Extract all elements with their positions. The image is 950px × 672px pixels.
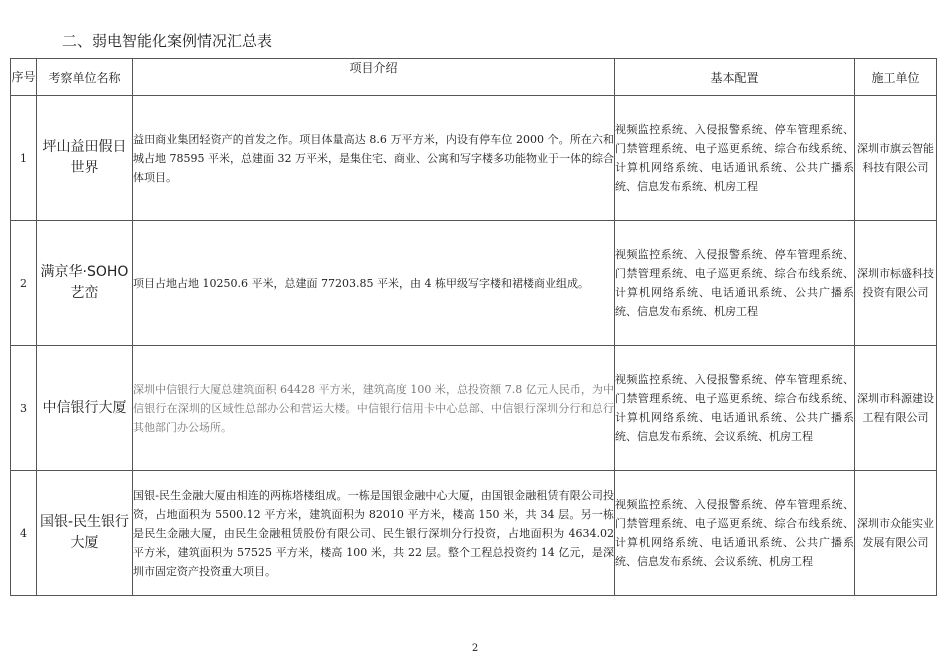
- row-unit-name: 坪山益田假日世界: [37, 96, 133, 221]
- row-seq: 4: [11, 471, 37, 596]
- row-contractor: 深圳市科源建设工程有限公司: [855, 346, 937, 471]
- table-row: [11, 221, 937, 346]
- row-seq: 2: [11, 221, 37, 346]
- table-header-row: [11, 59, 937, 96]
- row-seq: 3: [11, 346, 37, 471]
- row-contractor: 深圳市标盛科技投资有限公司: [855, 221, 937, 346]
- case-summary-table: [10, 58, 937, 596]
- header-intro: 项目介绍: [133, 59, 615, 96]
- row-seq: 1: [11, 96, 37, 221]
- row-contractor: 深圳市众能实业发展有限公司: [855, 471, 937, 596]
- row-unit-name: 中信银行大厦: [37, 346, 133, 471]
- header-contractor: 施工单位: [855, 59, 937, 96]
- row-unit-name: 国银-民生银行大厦: [37, 471, 133, 596]
- page-number: 2: [471, 643, 479, 654]
- table-row: [11, 346, 937, 471]
- table-row: [11, 471, 937, 596]
- row-basic-config: 视频监控系统、入侵报警系统、停车管理系统、门禁管理系统、电子巡更系统、综合布线系统、计算机网络系统、电话通讯系统、公共广播系统、信息发布系统、机房工程: [615, 96, 855, 221]
- header-config: 基本配置: [615, 59, 855, 96]
- row-contractor: 深圳市旗云智能科技有限公司: [855, 96, 937, 221]
- row-project-intro: 益田商业集团轻资产的首发之作。项目体量高达 8.6 万平方米，内设有停车位 2000 个。所在六和城占地 78595 平米，总建面 32 万平米，是集住宅、商业、公寓和写字楼多功能物业于一体的综合体项目。: [133, 96, 615, 221]
- row-project-intro: 国银-民生金融大厦由相连的两栋塔楼组成。一栋是国银金融中心大厦，由国银金融租赁有限公司投资，占地面积为 5500.12 平方米，建筑面积为 82010 平方米，楼高 150 米，共 34 层。另一栋是民生金融大厦，由民生金融租赁股份有限公司、民生银行深圳分行投资，占地面积为 4634.02 平方米，建筑面积为 57525 平方米，楼高 100 米，共 22 层。整个工程总投资约 14 亿元，是深圳市固定资产投资重大项目。: [133, 471, 615, 596]
- section-title: 二、弱电智能化案例情况汇总表: [62, 32, 273, 50]
- row-basic-config: 视频监控系统、入侵报警系统、停车管理系统、门禁管理系统、电子巡更系统、综合布线系统、计算机网络系统、电话通讯系统、公共广播系统、信息发布系统、会议系统、机房工程: [615, 346, 855, 471]
- header-seq: 序号: [11, 59, 37, 96]
- row-project-intro: 深圳中信银行大厦总建筑面积 64428 平方米，建筑高度 100 米，总投资额 7.8 亿元人民币，为中信银行在深圳的区域性总部办公和营运大楼。中信银行信用卡中心总部、中信银行深圳分行和总行其他部门办公场所。: [133, 346, 615, 471]
- row-unit-name: 满京华·SOHO 艺峦: [37, 221, 133, 346]
- row-project-intro: 项目占地占地 10250.6 平米，总建面 77203.85 平米，由 4 栋甲级写字楼和裙楼商业组成。: [133, 221, 615, 346]
- row-basic-config: 视频监控系统、入侵报警系统、停车管理系统、门禁管理系统、电子巡更系统、综合布线系统、计算机网络系统、电话通讯系统、公共广播系统、信息发布系统、机房工程: [615, 221, 855, 346]
- table-row: [11, 96, 937, 221]
- header-unit: 考察单位名称: [37, 59, 133, 96]
- row-basic-config: 视频监控系统、入侵报警系统、停车管理系统、门禁管理系统、电子巡更系统、综合布线系统、计算机网络系统、电话通讯系统、公共广播系统、信息发布系统、会议系统、机房工程: [615, 471, 855, 596]
